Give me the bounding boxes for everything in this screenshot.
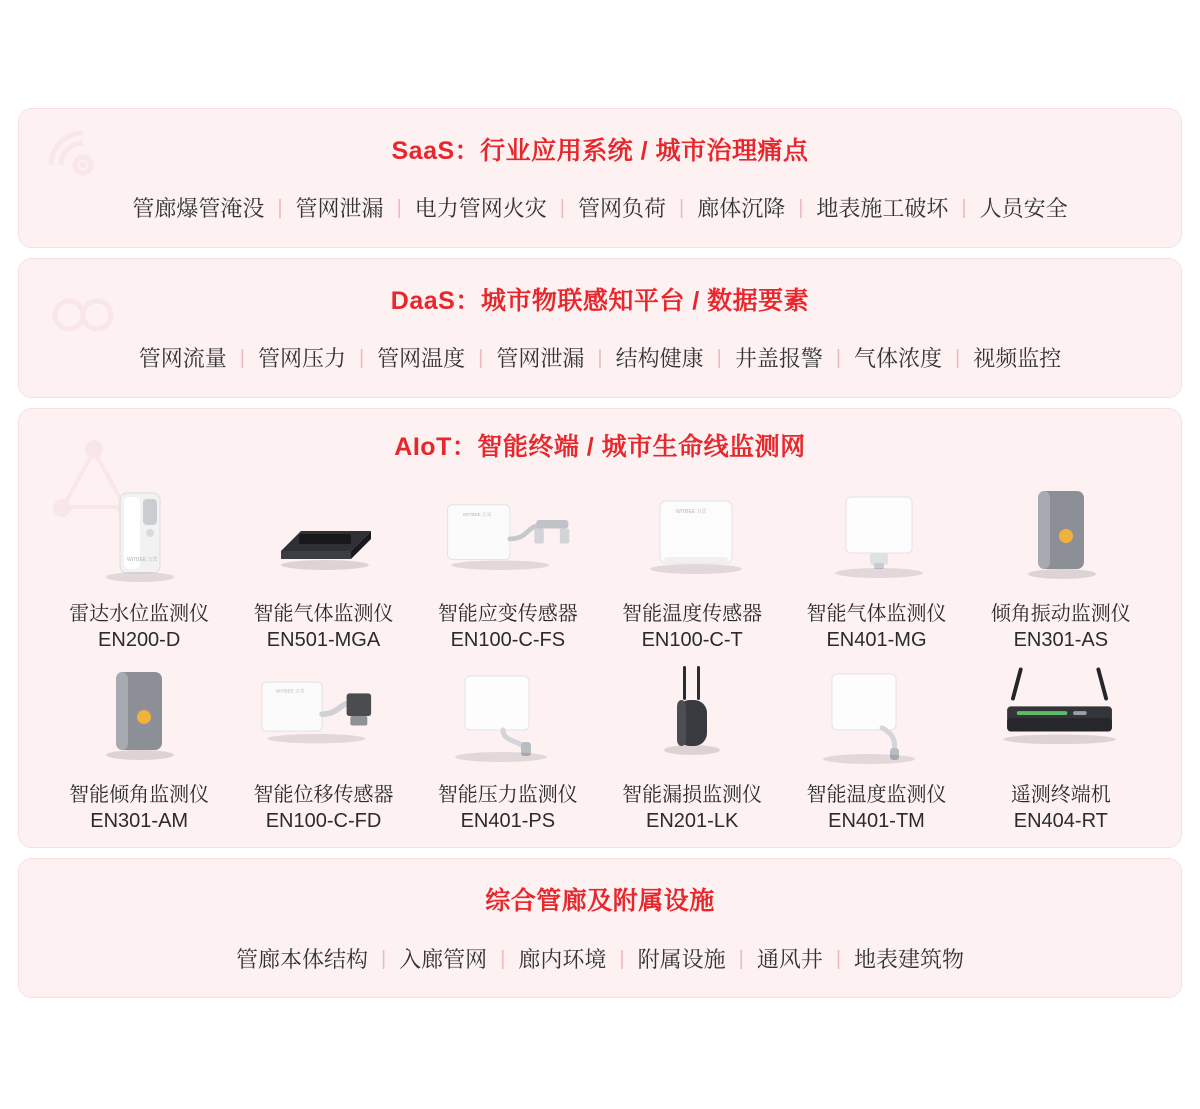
base-item-3: 廊内环境 xyxy=(518,947,607,972)
daas-item-3: 管网温度 xyxy=(377,346,466,371)
saas-item-4: 管网负荷 xyxy=(577,196,666,221)
device-name: 遥测终端机 xyxy=(1010,784,1111,806)
strain-icon xyxy=(425,481,590,591)
device-model: EN401-PS xyxy=(460,810,556,832)
chip-separator: | xyxy=(835,947,842,970)
device-name: 智能气体监测仪 xyxy=(806,603,947,625)
daas-item-2: 管网压力 xyxy=(257,346,346,371)
saas-item-5: 廊体沉降 xyxy=(697,196,786,221)
saas-title xyxy=(19,131,1181,167)
device-grid xyxy=(47,481,1153,833)
device-name: 智能气体监测仪 xyxy=(253,603,394,625)
daas-item-6: 井盖报警 xyxy=(734,346,823,371)
daas-item-7: 气体浓度 xyxy=(854,346,943,371)
daas-item-5: 结构健康 xyxy=(615,346,704,371)
device-model: EN100-C-FD xyxy=(265,810,382,832)
signal-waves-icon xyxy=(49,127,123,201)
device-name: 智能倾角监测仪 xyxy=(69,784,210,806)
base-item-list xyxy=(19,943,1181,974)
device-name: 倾角振动监测仪 xyxy=(990,603,1131,625)
chip-separator: | xyxy=(478,346,484,369)
chip-separator: | xyxy=(716,346,722,369)
base-item-2: 入廊管网 xyxy=(399,947,488,972)
svg-text:WITBEE 万宾: WITBEE 万宾 xyxy=(275,688,305,694)
chip-separator: | xyxy=(961,196,967,219)
device-model: EN401-MG xyxy=(826,629,927,651)
svg-text:WITBEE 万宾: WITBEE 万宾 xyxy=(127,557,158,563)
chip-separator: | xyxy=(619,947,625,970)
layer-card-saas xyxy=(18,108,1182,248)
device-card[interactable] xyxy=(784,481,968,652)
daas-item-4: 管网泄漏 xyxy=(496,346,585,371)
svg-text:WITBEE 万宾: WITBEE 万宾 xyxy=(676,509,707,515)
device-model: EN200-D xyxy=(98,629,181,651)
device-name: 智能温度传感器 xyxy=(622,603,763,625)
leak-antenna-icon xyxy=(610,662,775,772)
device-name: 智能压力监测仪 xyxy=(437,784,578,806)
device-card[interactable] xyxy=(416,481,600,652)
chip-separator: | xyxy=(396,196,402,219)
device-model: EN404-RT xyxy=(1013,810,1108,832)
device-model: EN201-LK xyxy=(646,810,739,832)
base-item-1: 管廊本体结构 xyxy=(235,947,368,972)
device-model: EN100-C-T xyxy=(641,629,743,651)
device-card[interactable] xyxy=(47,662,231,833)
device-card[interactable] xyxy=(969,662,1153,833)
aiot-title xyxy=(19,427,1181,463)
saas-item-list xyxy=(19,192,1181,223)
gas-dark-icon xyxy=(241,481,406,591)
layer-card-base xyxy=(18,858,1182,998)
chip-separator: | xyxy=(738,947,744,970)
layer-card-daas xyxy=(18,258,1182,398)
temp-plain-icon xyxy=(610,481,775,591)
saas-title-main: 行业应用系统 / 城市治理痛点 xyxy=(480,137,809,165)
device-model: EN301-AM xyxy=(90,810,189,832)
gas-white-icon xyxy=(794,481,959,591)
chip-separator: | xyxy=(277,196,283,219)
daas-item-1: 管网流量 xyxy=(138,346,227,371)
device-card[interactable] xyxy=(231,481,415,652)
chip-separator: | xyxy=(798,196,804,219)
displacement-icon xyxy=(241,662,406,772)
device-model: EN401-TM xyxy=(828,810,925,832)
saas-item-6: 地表施工破坏 xyxy=(816,196,949,221)
saas-item-1: 管廊爆管淹没 xyxy=(132,196,265,221)
device-name: 智能温度监测仪 xyxy=(806,784,947,806)
chip-separator: | xyxy=(679,196,685,219)
pressure-icon xyxy=(425,662,590,772)
chip-separator: | xyxy=(239,346,245,369)
saas-item-3: 电力管网火灾 xyxy=(414,196,547,221)
daas-item-8: 视频监控 xyxy=(973,346,1062,371)
svg-text:WITBEE 万宾: WITBEE 万宾 xyxy=(463,512,492,518)
aiot-title-prefix: AIoT： xyxy=(394,433,478,461)
chip-separator: | xyxy=(597,346,603,369)
saas-item-7: 人员安全 xyxy=(979,196,1068,221)
base-item-5: 通风井 xyxy=(756,947,823,972)
incline-gray2-icon xyxy=(57,662,222,772)
temp-probe-icon xyxy=(794,662,959,772)
radar-level-icon xyxy=(57,481,222,591)
base-item-4: 附属设施 xyxy=(637,947,726,972)
device-card[interactable] xyxy=(784,662,968,833)
daas-item-list xyxy=(19,342,1181,373)
saas-title-prefix: SaaS： xyxy=(391,137,481,165)
saas-item-2: 管网泄漏 xyxy=(295,196,384,221)
incline-gray-icon xyxy=(978,481,1143,591)
daas-title-main: 城市物联感知平台 / 数据要素 xyxy=(480,287,810,315)
rtu-icon xyxy=(978,662,1143,772)
device-card[interactable] xyxy=(969,481,1153,652)
device-model: EN501-MGA xyxy=(266,629,381,651)
device-model: EN301-AS xyxy=(1013,629,1109,651)
device-name: 雷达水位监测仪 xyxy=(69,603,210,625)
chip-separator: | xyxy=(559,196,565,219)
daas-title-prefix: DaaS： xyxy=(390,287,481,315)
device-card[interactable] xyxy=(600,481,784,652)
device-name: 智能漏损监测仪 xyxy=(622,784,763,806)
device-model: EN100-C-FS xyxy=(450,629,566,651)
aiot-title-main: 智能终端 / 城市生命线监测网 xyxy=(477,433,806,461)
layer-card-aiot xyxy=(18,408,1182,848)
infinity-icon xyxy=(49,283,123,343)
device-card[interactable] xyxy=(231,662,415,833)
daas-title xyxy=(19,281,1181,317)
base-title: 综合管廊及附属设施 xyxy=(485,887,715,915)
device-name: 智能位移传感器 xyxy=(253,784,394,806)
chip-separator: | xyxy=(835,346,842,369)
chip-separator: | xyxy=(500,947,506,970)
device-card[interactable] xyxy=(600,662,784,833)
base-item-6: 地表建筑物 xyxy=(854,947,965,972)
chip-separator: | xyxy=(358,346,365,369)
device-name: 智能应变传感器 xyxy=(437,603,578,625)
chip-separator: | xyxy=(955,346,961,369)
device-card[interactable] xyxy=(47,481,231,652)
chip-separator: | xyxy=(380,947,387,970)
device-card[interactable] xyxy=(416,662,600,833)
